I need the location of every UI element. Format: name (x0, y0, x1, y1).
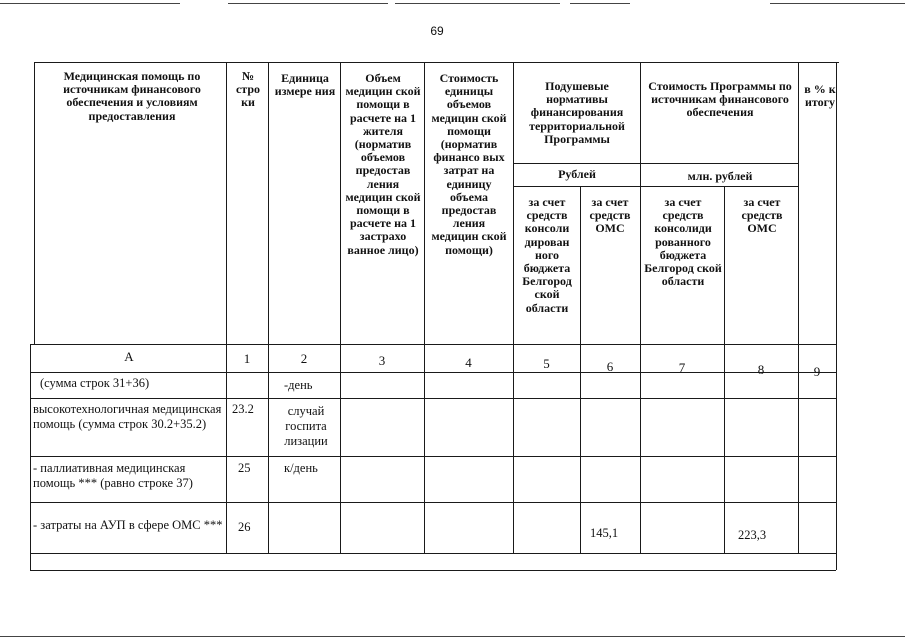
row-label: - затраты на АУП в сфере ОМС *** (33, 518, 223, 532)
col-header-per-capita-norms: Подушевые нормативы финансирования территориальной Программы (529, 79, 625, 146)
row-number: 25 (238, 461, 251, 475)
scan-edge-line (770, 3, 905, 4)
index-cell: 2 (300, 351, 308, 366)
page-number: 69 (430, 24, 444, 38)
col-header-rubles-unit: Рублей (558, 167, 596, 181)
col-header-regional-budget-norm: за счет средств консоли дирован ного бюджета Белгород ской области (522, 195, 572, 315)
col-header-row-number: № стро ки (235, 69, 261, 110)
scan-edge-line (228, 3, 388, 4)
col-header-oms-norm: за счет средств ОМС (589, 195, 631, 236)
index-cell: 9 (813, 364, 821, 379)
col-header-volume-per-resident: Объем медицин ской помощи в расчете на 1 жителя (норматив объемов предостав ления медицин ской помощи в расчете на 1 застрахо ванное лицо) (345, 71, 421, 257)
index-cell: 4 (465, 355, 472, 370)
scan-edge-line (0, 3, 180, 4)
scan-edge-line (395, 3, 560, 4)
col-header-care-type: Медицинская помощь по источникам финансового обеспечения и условиям предоставления (63, 69, 201, 123)
index-cell: 6 (606, 359, 614, 374)
row-unit: к/день (284, 461, 318, 475)
index-cell: А (124, 349, 134, 364)
row-label: - паллиативная медицинская помощь *** (равно строке 37) (33, 461, 193, 490)
row-label: (сумма строк 31+36) (40, 376, 150, 390)
row-label: высокотехнологичная медицинская помощь (сумма строк 30.2+35.2) (33, 402, 222, 431)
col-header-oms-cost: за счет средств ОМС (741, 195, 783, 236)
col-header-regional-budget-cost: за счет средств консолиди рованного бюджета Белгород ской области (644, 195, 722, 289)
row-unit: случай госпита лизации (284, 404, 328, 448)
col-header-million-rubles-unit: млн. рублей (687, 169, 753, 183)
index-cell: 3 (378, 353, 386, 368)
row-unit: -день (284, 378, 313, 392)
scan-edge-line (0, 636, 905, 637)
index-cell: 1 (243, 351, 251, 366)
col-header-percent-of-total: в % к итогу (804, 82, 836, 110)
index-cell: 5 (543, 356, 550, 371)
col-header-unit: Единица измере ния (274, 71, 336, 99)
scan-edge-line (570, 3, 630, 4)
row-number: 26 (238, 520, 251, 534)
col-header-program-cost: Стоимость Программы по источникам финансового обеспечения (648, 79, 792, 120)
index-cell: 8 (757, 362, 765, 377)
col-header-unit-cost: Стоимость единицы объемов медицин ской помощи (норматив финансо вых затрат на единицу объема предостав ления медицин ской помощи) (431, 71, 507, 257)
row-value-oms-norm: 145,1 (590, 526, 619, 540)
index-cell: 7 (678, 360, 686, 375)
row-value-oms-cost: 223,3 (738, 528, 767, 542)
row-number: 23.2 (232, 402, 254, 416)
